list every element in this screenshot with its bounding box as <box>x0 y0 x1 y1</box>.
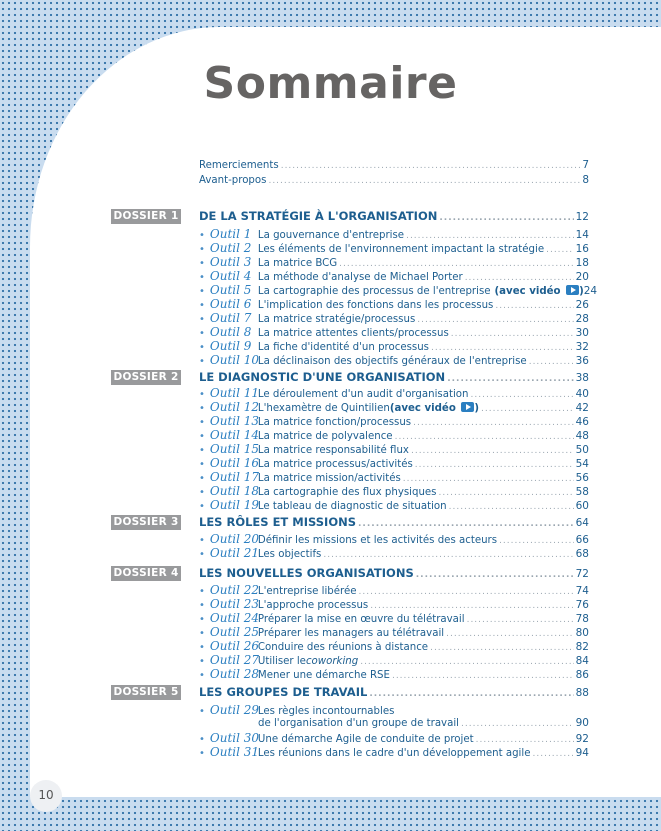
outil-label: Outil 31 <box>209 745 260 759</box>
bullet-icon: • <box>199 656 205 667</box>
tool-entry[interactable] <box>199 428 589 443</box>
bullet-icon: • <box>199 314 205 325</box>
tool-page: 28 <box>575 313 589 325</box>
tool-page: 66 <box>575 534 589 546</box>
leader-dots <box>392 671 574 681</box>
tool-title-emphasis: coworking <box>305 656 359 667</box>
tool-page: 94 <box>575 747 589 759</box>
tool-entry[interactable] <box>199 227 589 242</box>
bullet-icon: • <box>199 328 205 339</box>
tool-page: 86 <box>575 669 589 681</box>
tool-page: 26 <box>575 299 589 311</box>
leader-dots <box>406 231 574 241</box>
dossier-badge: DOSSIER 1 <box>111 209 181 224</box>
leader-dots <box>451 329 574 339</box>
leader-dots <box>268 176 580 186</box>
leader-dots <box>416 570 574 580</box>
tool-page: 60 <box>575 500 589 512</box>
leader-dots <box>467 615 574 625</box>
leader-dots <box>403 474 574 484</box>
tool-entry[interactable] <box>199 456 589 471</box>
bullet-icon: • <box>199 549 205 560</box>
leader-dots <box>449 502 574 512</box>
dossier-heading[interactable] <box>199 515 589 530</box>
tool-entry[interactable] <box>199 745 589 760</box>
tool-title: Mener une démarche RSE <box>257 670 390 681</box>
tool-title: La matrice processus/activités <box>257 459 413 470</box>
leader-dots <box>395 432 574 442</box>
dossier-title: LES NOUVELLES ORGANISATIONS <box>199 566 414 580</box>
tool-page: 50 <box>575 444 589 456</box>
outil-label: Outil 24 <box>209 611 260 625</box>
tool-entry[interactable] <box>199 339 589 354</box>
tool-page: 92 <box>575 733 589 745</box>
tool-entry[interactable] <box>199 297 589 312</box>
dossier-heading[interactable] <box>199 370 589 385</box>
tool-title: La gouvernance d'entreprise <box>257 230 405 241</box>
outil-label: Outil 25 <box>209 625 260 639</box>
outil-label: Outil 22 <box>209 583 260 597</box>
tool-entry[interactable] <box>199 731 589 746</box>
tool-entry-continuation[interactable] <box>258 717 589 732</box>
tool-page: 42 <box>575 402 589 414</box>
tool-page: 18 <box>575 257 589 269</box>
outil-label: Outil 19 <box>209 498 260 512</box>
leader-dots <box>439 488 574 498</box>
outil-label: Outil 18 <box>209 484 260 498</box>
tool-entry[interactable] <box>199 269 589 284</box>
dossier-page: 72 <box>575 568 589 580</box>
tool-title: Utiliser le <box>257 656 306 667</box>
bullet-icon: • <box>199 600 205 611</box>
dossier-page: 38 <box>575 372 589 384</box>
entry-label: Avant-propos <box>199 175 267 186</box>
leader-dots <box>360 657 573 667</box>
tool-entry[interactable] <box>199 639 589 654</box>
bullet-icon: • <box>199 389 205 400</box>
leader-dots <box>323 550 573 560</box>
leader-dots <box>430 643 574 653</box>
tool-entry[interactable] <box>199 470 589 485</box>
dossier-page: 12 <box>575 211 589 223</box>
outil-label: Outil 27 <box>209 653 260 667</box>
tool-title-line2: de l'organisation d'un groupe de travail <box>258 718 459 729</box>
tool-entry[interactable] <box>199 703 589 718</box>
dossier-heading[interactable] <box>199 566 589 581</box>
tool-page: 36 <box>575 355 589 367</box>
dossier-page: 64 <box>575 517 589 529</box>
tool-entry[interactable] <box>199 546 589 561</box>
tool-title: L'approche processus <box>257 600 369 611</box>
tool-entry[interactable] <box>199 667 589 682</box>
tool-title: La matrice responsabilité flux <box>257 445 409 456</box>
tool-page: 58 <box>575 486 589 498</box>
tool-title: Les règles incontournables <box>257 706 395 717</box>
video-tag[interactable]: (avec vidéo ) <box>494 286 584 297</box>
bullet-icon: • <box>199 403 205 414</box>
bullet-icon: • <box>199 501 205 512</box>
leader-dots <box>339 259 573 269</box>
leader-dots <box>413 418 574 428</box>
bullet-icon: • <box>199 431 205 442</box>
bullet-icon: • <box>199 628 205 639</box>
bullet-icon: • <box>199 614 205 625</box>
tool-page: 32 <box>575 341 589 353</box>
outil-label: Outil 20 <box>209 532 260 546</box>
tool-entry[interactable] <box>199 386 589 401</box>
bullet-icon: • <box>199 258 205 269</box>
tool-page: 24 <box>583 285 598 297</box>
tool-entry[interactable] <box>199 532 589 547</box>
leader-dots <box>447 374 573 384</box>
leader-dots <box>439 213 573 223</box>
toc-entry-remerciements[interactable] <box>199 159 589 174</box>
tool-title: Conduire des réunions à distance <box>257 642 429 653</box>
bullet-icon: • <box>199 342 205 353</box>
outil-label: Outil 5 <box>209 283 252 297</box>
leader-dots <box>476 735 574 745</box>
dossier-badge: DOSSIER 4 <box>111 566 181 581</box>
tool-title: La matrice attentes clients/processus <box>257 328 449 339</box>
tool-page: 82 <box>575 641 589 653</box>
tool-title: La déclinaison des objectifs généraux de l'entreprise <box>257 356 527 367</box>
leader-dots <box>499 536 574 546</box>
entry-page: 7 <box>582 159 589 171</box>
leader-dots <box>431 343 574 353</box>
toc-entry-avant-propos[interactable] <box>199 174 589 189</box>
leader-dots <box>359 587 574 597</box>
tool-title: La fiche d'identité d'un processus <box>257 342 429 353</box>
outil-label: Outil 28 <box>209 667 260 681</box>
outil-label: Outil 12 <box>209 400 260 414</box>
page-number: 10 <box>30 780 62 812</box>
outil-label: Outil 26 <box>209 639 260 653</box>
tool-page: 16 <box>575 243 589 255</box>
leader-dots <box>495 301 573 311</box>
tool-page: 76 <box>575 599 589 611</box>
leader-dots <box>446 629 574 639</box>
page-title: Sommaire <box>203 58 458 109</box>
tool-title: Définir les missions et les activités des acteurs <box>257 535 498 546</box>
bullet-icon: • <box>199 356 205 367</box>
tool-page: 54 <box>575 458 589 470</box>
outil-label: Outil 11 <box>209 386 260 400</box>
tool-page: 14 <box>575 229 589 241</box>
tool-entry[interactable] <box>199 442 589 457</box>
bullet-icon: • <box>199 445 205 456</box>
tool-page: 84 <box>575 655 589 667</box>
bullet-icon: • <box>199 642 205 653</box>
leader-dots <box>417 315 573 325</box>
outil-label: Outil 3 <box>209 255 252 269</box>
tool-title: Le déroulement d'un audit d'organisation <box>257 389 469 400</box>
outil-label: Outil 17 <box>209 470 260 484</box>
leader-dots <box>281 161 581 171</box>
tool-entry[interactable] <box>199 241 589 256</box>
dossier-title: LES RÔLES ET MISSIONS <box>199 515 357 529</box>
bullet-icon: • <box>199 487 205 498</box>
tool-title: La matrice BCG <box>257 258 338 269</box>
bullet-icon: • <box>199 706 205 717</box>
tool-entry[interactable] <box>199 498 589 513</box>
bullet-icon: • <box>199 748 205 759</box>
bullet-icon: • <box>199 244 205 255</box>
bullet-icon: • <box>199 300 205 311</box>
tool-page: 30 <box>575 327 589 339</box>
dossier-title: LE DIAGNOSTIC D'UNE ORGANISATION <box>199 370 446 384</box>
dossier-heading[interactable] <box>199 209 589 224</box>
outil-label: Outil 2 <box>209 241 252 255</box>
bullet-icon: • <box>199 670 205 681</box>
bullet-icon: • <box>199 417 205 428</box>
tool-title: La matrice fonction/processus <box>257 417 412 428</box>
outil-label: Outil 9 <box>209 339 252 353</box>
outil-label: Outil 16 <box>209 456 260 470</box>
leader-dots <box>415 460 574 470</box>
outil-label: Outil 21 <box>209 546 260 560</box>
leader-dots <box>370 601 573 611</box>
bullet-icon: • <box>199 535 205 546</box>
tool-entry[interactable] <box>199 597 589 612</box>
play-video-icon[interactable] <box>461 402 474 412</box>
outil-label: Outil 13 <box>209 414 260 428</box>
tool-title: Les éléments de l'environnement impactant la stratégie <box>257 244 545 255</box>
tool-title: La cartographie des flux physiques <box>257 487 437 498</box>
outil-label: Outil 8 <box>209 325 252 339</box>
tool-title: La matrice stratégie/processus <box>257 314 416 325</box>
tool-entry[interactable] <box>199 311 589 326</box>
video-tag[interactable]: (avec vidéo ) <box>389 403 480 414</box>
tool-title: Préparer les managers au télétravail <box>257 628 445 639</box>
outil-label: Outil 6 <box>209 297 252 311</box>
dossier-title: DE LA STRATÉGIE À L'ORGANISATION <box>199 209 438 223</box>
tool-title: L'hexamètre de Quintilien <box>257 403 390 414</box>
tool-page: 56 <box>575 472 589 484</box>
tool-title: La matrice de polyvalence <box>257 431 393 442</box>
leader-dots <box>358 519 574 529</box>
tool-title: Une démarche Agile de conduite de projet <box>257 734 474 745</box>
bullet-icon: • <box>199 272 205 283</box>
tool-title: L'implication des fonctions dans les processus <box>257 300 494 311</box>
tool-title: La matrice mission/activités <box>257 473 401 484</box>
outil-label: Outil 14 <box>209 428 260 442</box>
tool-page: 46 <box>575 416 589 428</box>
outil-label: Outil 1 <box>209 227 252 241</box>
tool-title: Préparer la mise en œuvre du télétravail <box>257 614 465 625</box>
dossier-badge: DOSSIER 3 <box>111 515 181 530</box>
leader-dots <box>481 404 574 414</box>
bullet-icon: • <box>199 459 205 470</box>
tool-page: 48 <box>575 430 589 442</box>
tool-entry[interactable] <box>199 325 589 340</box>
leader-dots <box>461 719 574 729</box>
dossier-page: 88 <box>575 687 589 699</box>
tool-title: Les objectifs <box>257 549 322 560</box>
tool-entry[interactable] <box>199 625 589 640</box>
leader-dots <box>533 749 574 759</box>
leader-dots <box>465 273 574 283</box>
tool-title: Le tableau de diagnostic de situation <box>257 501 447 512</box>
leader-dots <box>411 446 574 456</box>
bullet-icon: • <box>199 286 205 297</box>
tool-title: Les réunions dans le cadre d'un développement agile <box>257 748 531 759</box>
entry-page: 8 <box>582 174 589 186</box>
tool-entry[interactable] <box>199 255 589 270</box>
dossier-badge: DOSSIER 5 <box>111 685 181 700</box>
tool-page: 80 <box>575 627 589 639</box>
outil-label: Outil 30 <box>209 731 260 745</box>
dossier-badge: DOSSIER 2 <box>111 370 181 385</box>
tool-page: 68 <box>575 548 589 560</box>
tool-page: 20 <box>575 271 589 283</box>
tool-entry[interactable] <box>199 583 589 598</box>
bullet-icon: • <box>199 230 205 241</box>
tool-title: L'entreprise libérée <box>257 586 357 597</box>
tool-entry[interactable] <box>199 353 589 368</box>
tool-entry[interactable] <box>199 484 589 499</box>
leader-dots <box>529 357 574 367</box>
play-video-icon[interactable] <box>566 285 579 295</box>
tool-page: 40 <box>575 388 589 400</box>
outil-label: Outil 23 <box>209 597 260 611</box>
tool-page: 74 <box>575 585 589 597</box>
leader-dots <box>471 390 574 400</box>
tool-page: 78 <box>575 613 589 625</box>
tool-entry[interactable] <box>199 414 589 429</box>
outil-label: Outil 15 <box>209 442 260 456</box>
tool-title: La cartographie des processus de l'entreprise <box>257 286 491 297</box>
dossier-title: LES GROUPES DE TRAVAIL <box>199 685 368 699</box>
tool-entry[interactable] <box>199 283 598 298</box>
tool-title: La méthode d'analyse de Michael Porter <box>257 272 463 283</box>
dossier-heading[interactable] <box>199 685 589 700</box>
tool-entry[interactable] <box>199 611 589 626</box>
bullet-icon: • <box>199 586 205 597</box>
outil-label: Outil 10 <box>209 353 260 367</box>
tool-page: 90 <box>575 717 589 729</box>
tool-entry[interactable] <box>199 653 589 668</box>
entry-label: Remerciements <box>199 160 279 171</box>
outil-label: Outil 7 <box>209 311 252 325</box>
tool-entry[interactable] <box>199 400 589 415</box>
bullet-icon: • <box>199 473 205 484</box>
outil-label: Outil 29 <box>209 703 260 717</box>
leader-dots <box>369 689 573 699</box>
outil-label: Outil 4 <box>209 269 252 283</box>
bullet-icon: • <box>199 734 205 745</box>
leader-dots <box>546 245 574 255</box>
